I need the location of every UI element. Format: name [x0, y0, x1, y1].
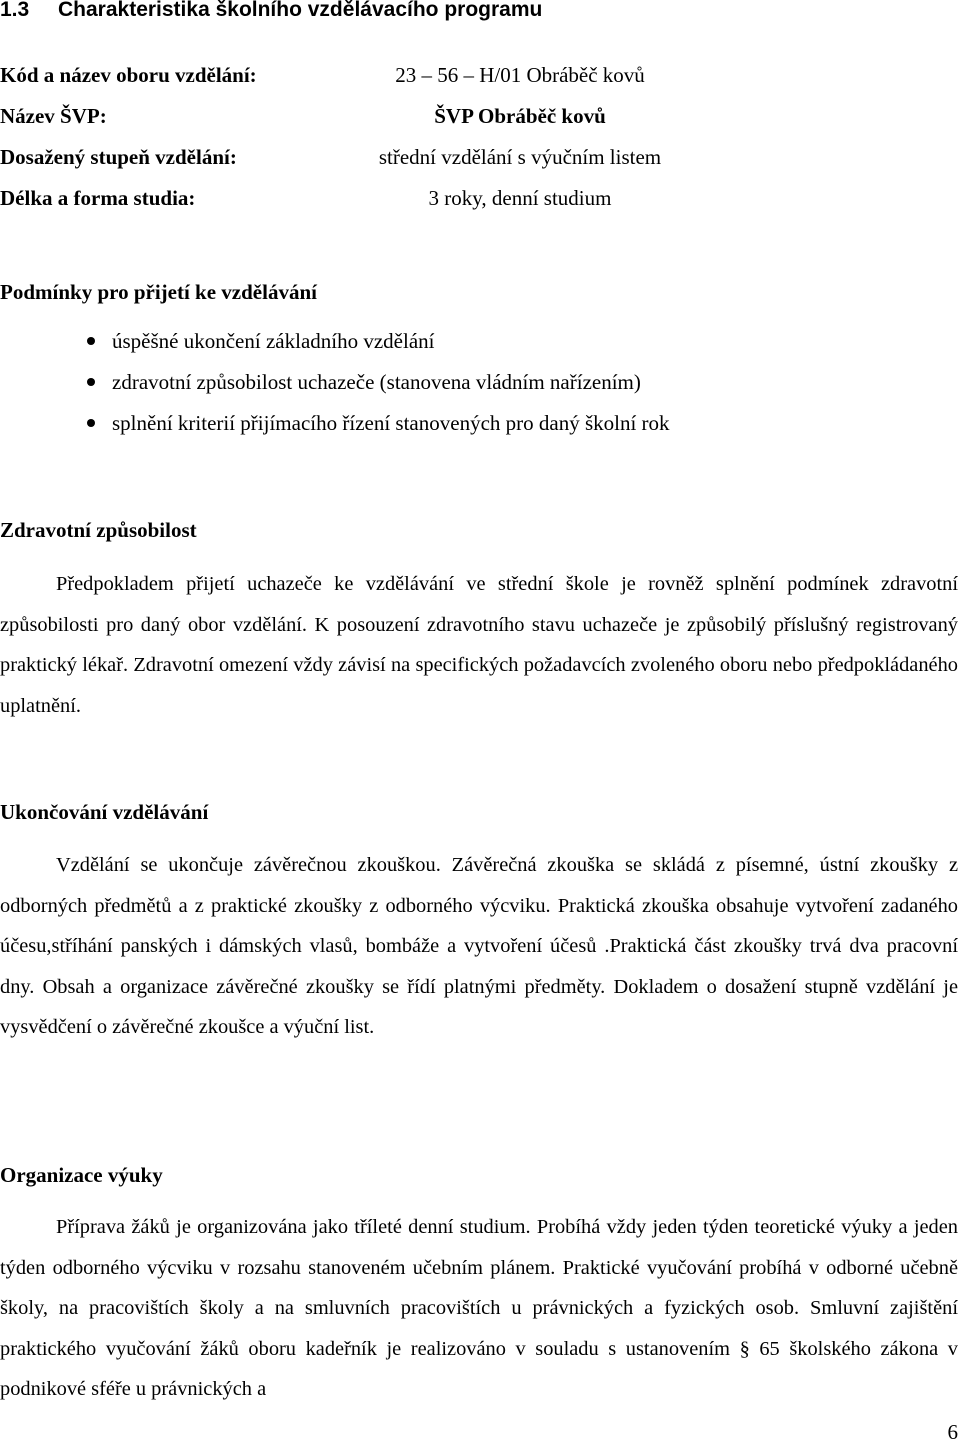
section-title: Charakteristika školního vzdělávacího programu [58, 0, 543, 21]
info-label: Kód a název oboru vzdělání: [0, 63, 257, 87]
info-label: Dosažený stupeň vzdělání: [0, 145, 237, 169]
info-row-svp [0, 103, 960, 144]
list-item-text: úspěšné ukončení základního vzdělání [112, 329, 435, 353]
info-row-code [0, 62, 960, 103]
admission-list [0, 328, 670, 451]
organization-text: Příprava žáků je organizována jako tříleté denní studium. Probíhá vždy jeden týden teoretické výuky a jeden týden odborného výcviku v rozsahu stanoveném učebním plánem. Praktické vyučování probíhá v odborné učebně školy, na pracovištích školy a na smluvních pracovištích u právnických a fyzických osob. Smluvní zajištění praktického vyučování žáků oboru kadeřník je realizováno v souladu s ustanovením § 65 školského zákona v podnikové sféře u právnických a [0, 1216, 958, 1401]
completion-text: Vzdělání se ukončuje závěrečnou zkouškou. Závěrečná zkouška se skládá z písemné, ústní zkoušky z odborných předmětů a z praktické zkoušky z odborného výcviku. Praktická zkouška obsahuje vytvoření zadaného účesu,stříhání panských i dámských vlasů, bombáže a vytvoření účesů .Praktická část zkoušky trvá dva pracovní dny. Obsah a organizace závěrečné zkoušky se řídí platnými předměty. Dokladem o dosažení stupně vzdělání je vysvědčení o závěrečné zkoušce a výuční list. [0, 854, 958, 1039]
completion-paragraph [0, 845, 958, 1048]
section-heading [0, 0, 542, 22]
admission-heading: Podmínky pro přijetí ke vzdělávání [0, 280, 317, 304]
list-item [0, 328, 670, 369]
section-number: 1.3 [0, 0, 30, 21]
info-row-duration [0, 185, 960, 226]
health-text: Předpokladem přijetí uchazeče ke vzdělávání ve střední škole je rovněž splnění podmínek zdravotní způsobilosti pro daný obor vzdělání. K posouzení zdravotního stavu uchazeče je způsobilý příslušný registrovaný praktický lékař. Zdravotní omezení vždy závisí na specifických požadavcích zvoleného oboru nebo předpokládaného uplatnění. [0, 573, 958, 717]
health-paragraph [0, 564, 958, 726]
info-row-level [0, 144, 960, 185]
list-item-text: splnění kriterií přijímacího řízení stanovených pro daný školní rok [112, 411, 670, 435]
bullet-icon [87, 378, 95, 386]
info-label: Délka a forma studia: [0, 186, 196, 210]
list-item-text: zdravotní způsobilost uchazeče (stanovena vládním nařízením) [112, 370, 641, 394]
info-value: ŠVP Obráběč kovů [434, 104, 606, 128]
health-heading: Zdravotní způsobilost [0, 518, 197, 542]
info-label: Název ŠVP: [0, 104, 107, 128]
info-value: 3 roky, denní studium [428, 186, 612, 210]
info-value: střední vzdělání s výučním listem [378, 145, 662, 169]
completion-heading: Ukončování vzdělávání [0, 800, 209, 824]
organization-heading: Organizace výuky [0, 1163, 163, 1187]
page-number: 6 [947, 1420, 958, 1444]
program-info-table [0, 62, 960, 226]
list-item [0, 369, 670, 410]
organization-paragraph [0, 1207, 958, 1410]
info-value: 23 – 56 – H/01 Obráběč kovů [395, 63, 645, 87]
bullet-icon [87, 337, 95, 345]
list-item [0, 410, 670, 451]
bullet-icon [87, 419, 95, 427]
